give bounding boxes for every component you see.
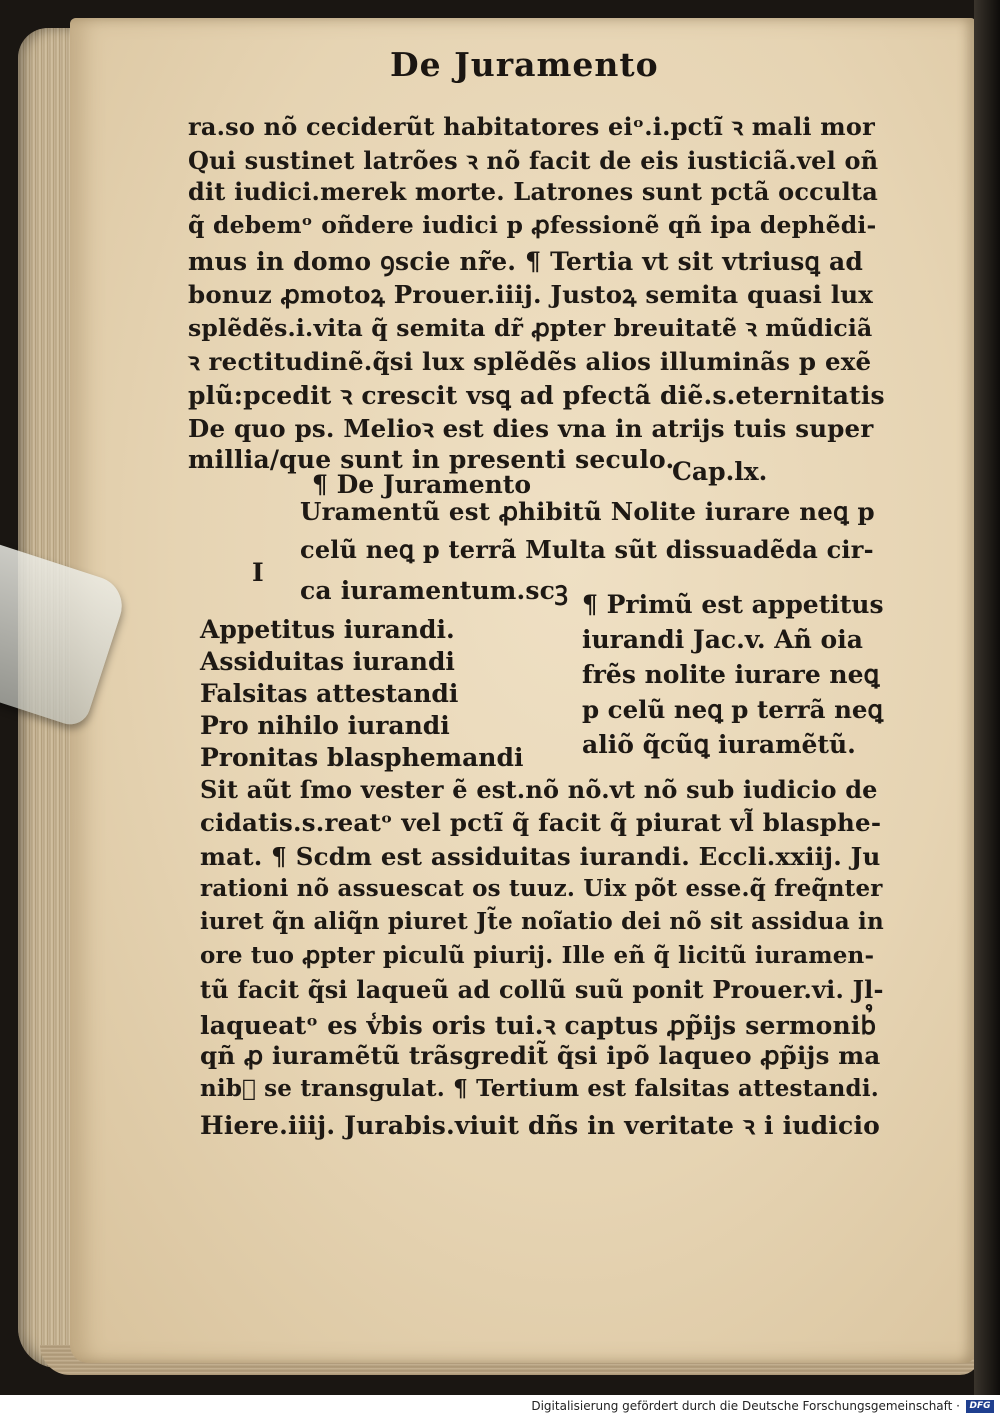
text-line: Qui sustinet latrões ꝛ nõ facit de eis iusticiã.vel oñ [188,145,879,175]
text-line: q̃ debemᵒ oñdere iudici p ꝓfessionẽ qñ ipa dephẽdi- [188,210,877,239]
list-item: iurandi Jac.v. Añ oia [582,625,863,654]
text-line: ca iuramentum.scꝫ [300,576,569,605]
text-line: rationi nõ assuescat os tuuz. Uix põt esse.q̃ freq̃nter [200,874,883,902]
book-spine [974,0,1000,1395]
text-line: cidatis.s.reatᵒ vel pctĩ q̃ facit q̃ piurat vl̃ blasphe- [200,808,882,838]
list-item: frẽs nolite iurare neꝗ [582,660,880,689]
text-line: ꝛ rectitudinẽ.q̃si lux splẽdẽs alios illuminãs p exẽ [188,346,872,376]
text-line: splẽdẽs.i.vita q̃ semita dr̃ ꝓpter breuitatẽ ꝛ mũdiciã [188,314,873,342]
text-line: bonuz ꝓmotoꝝ Prouer.iiij. Justoꝝ semita quasi lux [188,279,874,309]
chapter-number: Cap.lx. [672,457,768,486]
list-item: Falsitas attestandi [200,679,459,708]
text-line: celũ neꝗ p terrã Multa sũt dissuadẽda cir- [300,535,874,564]
text-line: plũ:pcedit ꝛ crescit vsꝗ ad pfectã diẽ.s.eternitatis [188,381,885,410]
text-line: ra.so nõ ceciderũt habitatores eiᵒ.i.pctĩ ꝛ mali mor [188,112,875,141]
running-head: De Juramento [390,45,659,84]
text-line: nib᷒ se transgulat. ¶ Tertium est falsitas attestandi. [200,1074,879,1102]
text-line: Uramentũ est ꝓhibitũ Nolite iurare neꝗ p [300,497,875,526]
text-line: mat. ¶ Scdm est assiduitas iurandi. Eccli.xxiij. Ju [200,841,881,871]
text-line: laqueatᵒ es v̾bis oris tui.ꝛ captus ꝓp̃ijs sermonib᷒ [200,1011,877,1041]
text-line: De quo ps. Melioꝛ est dies vna in atrijs tuis super [188,413,874,443]
text-line: iuret q̃n aliq̃n piuret Jt̃e noĩatio dei nõ sit assidua in [200,908,884,936]
chapter-title: ¶ De Juramento [312,470,532,499]
text-line: millia/que sunt in presenti seculo. [188,445,675,474]
list-item: Pro nihilo iurandi [200,711,450,740]
initial-letter: I [252,558,264,587]
list-item: aliõ q̃cũꝗ iuramẽtũ. [582,730,856,759]
text-line: ore tuo ꝓpter piculũ piurij. Ille eñ q̃ licitũ iuramen- [200,941,875,969]
list-item: Pronitas blasphemandi [200,743,524,772]
text-line: tũ facit q̃si laqueũ ad collũ suũ ponit Prouer.vi. Jl- [200,974,884,1004]
list-item: p celũ neꝗ p terrã neꝗ [582,695,884,724]
list-item: ¶ Primũ est appetitus [582,590,884,619]
footer [0,1395,1000,1419]
text-line: qñ ꝓ iuramẽtũ trãsgredit̃ q̃si ipõ laqueo ꝓp̃ijs ma [200,1041,881,1071]
text-line: mus in domo ꝯscie nr̃e. ¶ Tertia vt sit vtriusꝗ ad [188,247,864,276]
footer-credit: Digitalisierung gefördert durch die Deutsche Forschungsgemeinschaft · [531,1399,960,1413]
dfg-logo: DFG [966,1400,994,1413]
text-line: Sit aũt ſmo vester ẽ est.nõ nõ.vt nõ sub iudicio de [200,775,878,804]
text-line: Hiere.iiij. Jurabis.viuit dñs in veritate ꝛ i iudicio [200,1111,881,1140]
list-item: Assiduitas iurandi [200,647,455,676]
text-line: dit iudici.merek morte. Latrones sunt pctã occulta [188,177,878,206]
list-item: Appetitus iurandi. [200,615,455,644]
